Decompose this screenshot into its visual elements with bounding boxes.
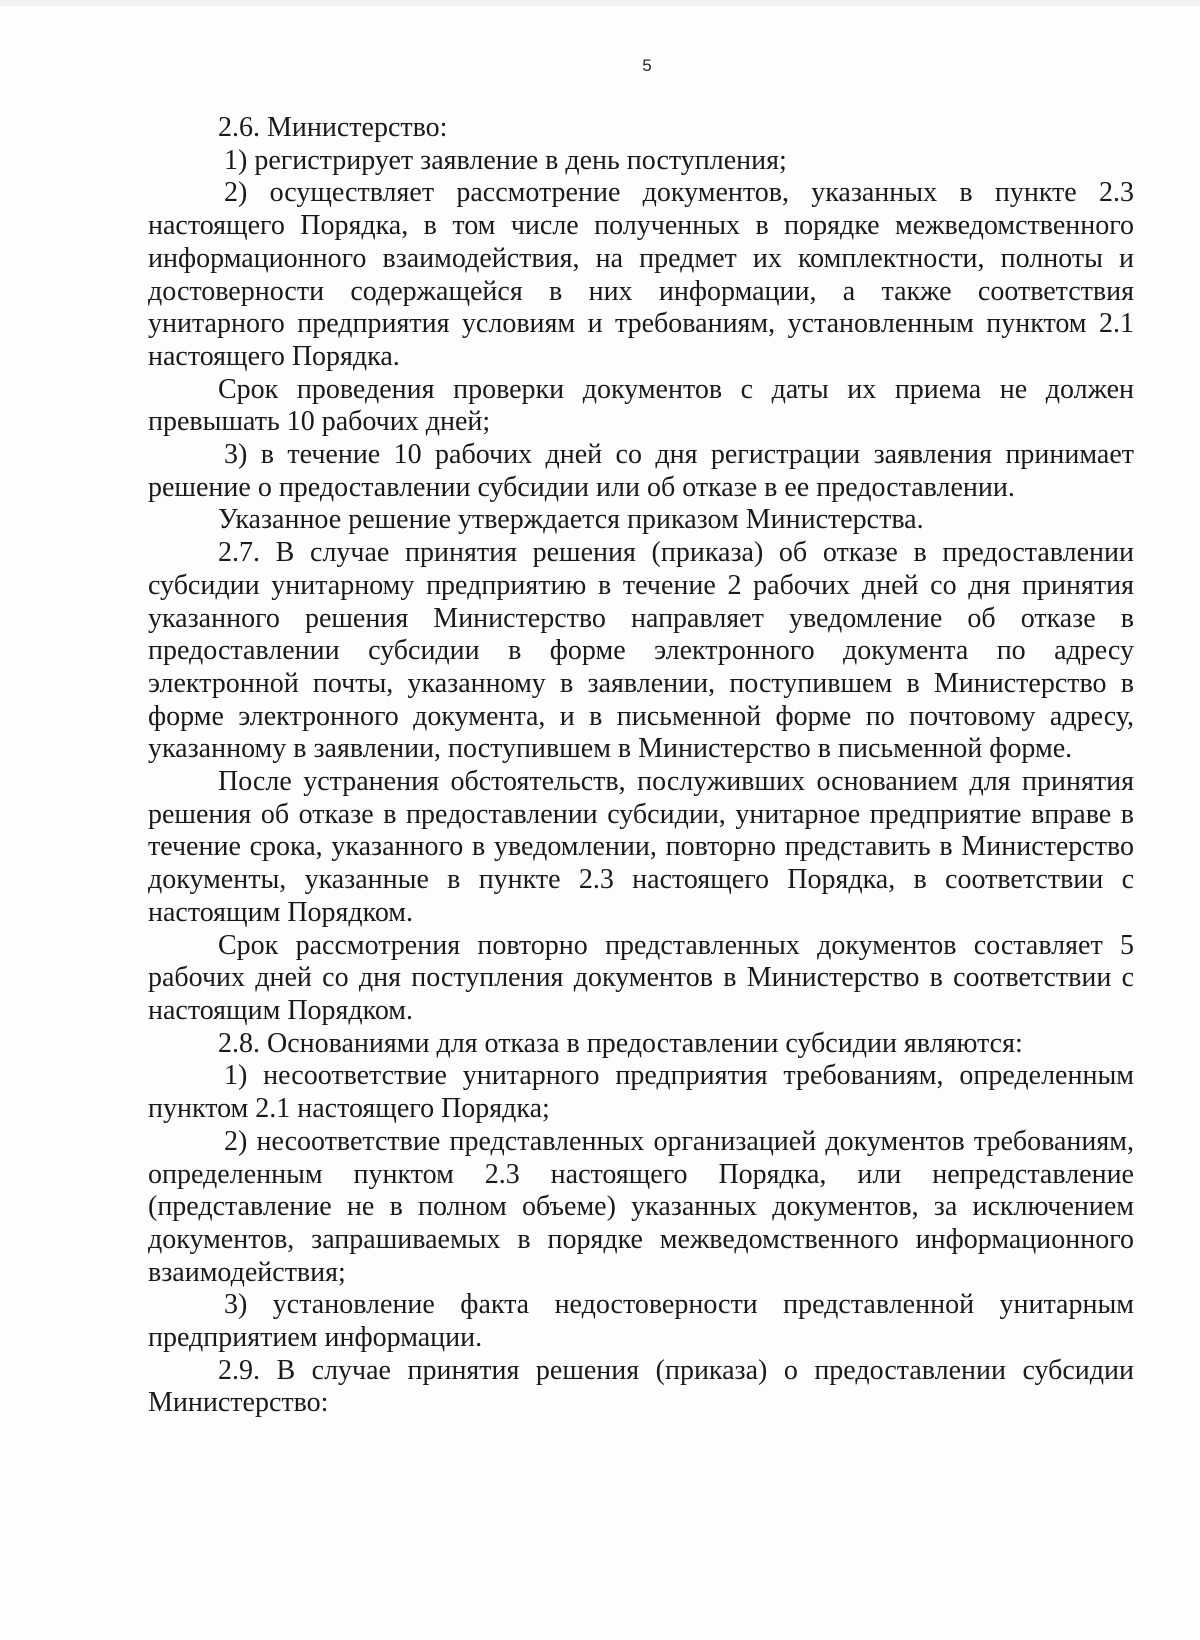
scan-edge xyxy=(0,0,1200,6)
paragraph-review-term: Срок проведения проверки документов с даты их приема не должен превышать 10 рабочих дней; xyxy=(148,373,1134,438)
paragraph-resubmission: После устранения обстоятельств, послуживших основанием для принятия решения об отказе в предоставлении субсидии, унитарное предприятие вправе в течение срока, указанного в уведомлении, повторно представить в Министерство документы, указанные в пункте 2.3 настоящего Порядка, в соответствии с настоящим Порядком. xyxy=(148,766,1134,928)
section-2-7-paragraph: 2.7. В случае принятия решения (приказа) об отказе в предоставлении субсидии унитарному предприятию в течение 2 рабочих дней со дня принятия указанного решения Министерство направляет уведомление об отказе в предоставлении субсидии в форме электронного документа по адресу электронной почты, указанному в заявлении, поступившем в Министерство в форме электронного документа, и в письменной форме по почтовому адресу, указанному в заявлении, поступившем в Министерство в письменной форме. xyxy=(148,537,1134,765)
document-body xyxy=(148,112,1134,1420)
list-item-2-8-3: 3) установление факта недостоверности представленной унитарным предприятием информации. xyxy=(148,1289,1134,1354)
section-2-6-heading: 2.6. Министерство: xyxy=(218,112,448,143)
list-item-2-6-2: 2) осуществляет рассмотрение документов, указанных в пункте 2.3 настоящего Порядка, в том числе полученных в порядке межведомственного информационного взаимодействия, на предмет их комплектности, полноты и достоверности содержащейся в них информации, а также соответствия унитарного предприятия условиям и требованиям, установленным пунктом 2.1 настоящего Порядка. xyxy=(148,177,1134,372)
section-2-8-heading: 2.8. Основаниями для отказа в предоставлении субсидии являются: xyxy=(218,1027,1023,1059)
paragraph-decision-approval: Указанное решение утверждается приказом Министерства. xyxy=(218,504,924,536)
list-item-2-8-1: 1) несоответствие унитарного предприятия требованиям, определенным пунктом 2.1 настоящего Порядка; xyxy=(148,1060,1134,1125)
paragraph-resubmission-term: Срок рассмотрения повторно представленных документов составляет 5 рабочих дней со дня поступления документов в Министерство в соответствии с настоящим Порядком. xyxy=(148,929,1134,1026)
list-item-2-8-2: 2) несоответствие представленных организацией документов требованиям, определенным пунктом 2.3 настоящего Порядка, или непредставление (представление не в полном объеме) указанных документов, за исключением документов, запрашиваемых в порядке межведомственного информационного взаимодействия; xyxy=(148,1125,1134,1288)
section-2-9-paragraph: 2.9. В случае принятия решения (приказа) о предоставлении субсидии Министерство: xyxy=(148,1354,1134,1419)
page-number: 5 xyxy=(642,56,652,75)
list-item-2-6-1: 1) регистрирует заявление в день поступления; xyxy=(224,144,787,176)
list-item-2-6-3: 3) в течение 10 рабочих дней со дня регистрации заявления принимает решение о предоставлении субсидии или об отказе в ее предоставлении. xyxy=(148,439,1134,503)
